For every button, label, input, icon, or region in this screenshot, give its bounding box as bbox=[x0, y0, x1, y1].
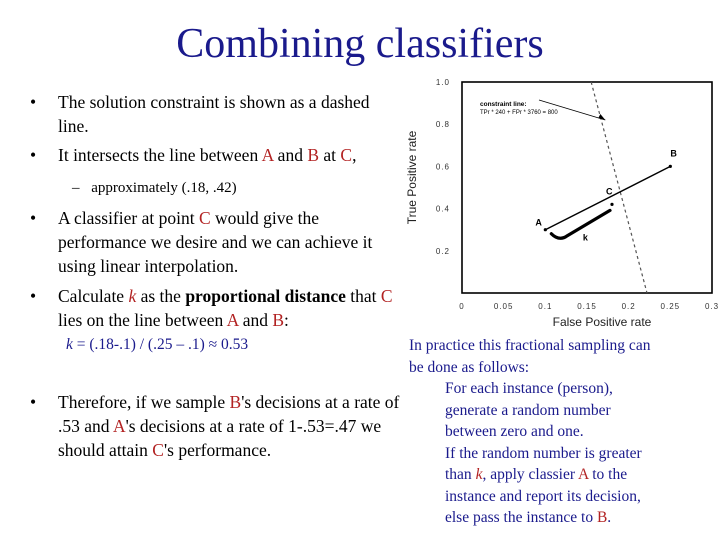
segment-k bbox=[551, 210, 610, 238]
point-b-label: B bbox=[307, 145, 320, 165]
bold-term: proportional distance bbox=[185, 286, 346, 306]
x-tick-label: 0.2 bbox=[621, 302, 636, 311]
bullet-2 bbox=[30, 143, 398, 167]
point-a-label: A bbox=[261, 145, 274, 165]
bullet-dot: • bbox=[30, 92, 37, 112]
page-title: Combining classifiers bbox=[176, 21, 544, 67]
x-axis-label: False Positive rate bbox=[552, 315, 652, 329]
note-text: than bbox=[445, 466, 476, 483]
y-tick-label: 1.0 bbox=[435, 78, 450, 87]
note-line: generate a random number bbox=[445, 401, 611, 419]
bullet-5-mid: 's decisions at a rate of .53 and bbox=[58, 392, 400, 436]
bullet-4-mid3: lies on the line between bbox=[58, 310, 227, 330]
constraint-annotation-title: constraint line: bbox=[480, 101, 527, 108]
constraint-line bbox=[591, 82, 647, 293]
note-line bbox=[445, 464, 714, 486]
note-indented bbox=[409, 378, 714, 529]
note-line: If the random number is greater bbox=[445, 444, 642, 462]
bullet-4-and: and bbox=[238, 310, 273, 330]
point-label-a: A bbox=[535, 217, 542, 228]
point-b-label: B bbox=[596, 509, 608, 526]
sub-dash: – bbox=[72, 180, 80, 196]
segment-a-b bbox=[545, 166, 670, 229]
bullet-1 bbox=[30, 90, 378, 138]
point-c-label: C bbox=[380, 286, 393, 306]
bullet-dot: • bbox=[30, 392, 37, 412]
bullet-1-text: The solution constraint is shown as a dashed line. bbox=[58, 92, 370, 136]
formula-rest: = (.18-.1) / (.25 – .1) ≈ 0.53 bbox=[72, 336, 249, 353]
constraint-annotation-formula: TPr * 240 + FPr * 3760 = 800 bbox=[480, 110, 558, 116]
point-c bbox=[610, 203, 613, 206]
bullet-dot: • bbox=[30, 208, 37, 228]
k-label: k bbox=[582, 232, 588, 243]
note-line: In practice this fractional sampling can bbox=[409, 337, 651, 354]
y-tick-label: 0.8 bbox=[435, 120, 450, 130]
y-tick-label: 0.6 bbox=[435, 162, 450, 172]
point-a bbox=[544, 228, 547, 231]
x-tick-label: 0 bbox=[459, 302, 465, 311]
point-c-label: C bbox=[340, 145, 353, 165]
point-a-label: A bbox=[226, 310, 239, 330]
k-variable: k bbox=[128, 286, 137, 306]
bullet-dot: • bbox=[30, 286, 37, 306]
bullet-dot: • bbox=[30, 145, 37, 165]
bullet-4-mid: as the bbox=[136, 286, 186, 306]
roc-chart bbox=[405, 70, 720, 330]
x-tick-label: 0.05 bbox=[493, 302, 514, 311]
bullet-3-post: would give the performance we desire and we can achieve it using linear interpolation. bbox=[58, 208, 373, 276]
x-tick-label: 0.15 bbox=[577, 302, 597, 311]
sub-bullet bbox=[72, 178, 237, 198]
y-tick-label: 0.4 bbox=[435, 204, 450, 214]
formula-k: k bbox=[66, 336, 73, 353]
bullet-3 bbox=[30, 206, 403, 278]
point-label-c: C bbox=[606, 186, 613, 197]
k-variable: k bbox=[475, 466, 483, 483]
note-line bbox=[445, 507, 714, 529]
bullet-4-mid2: that bbox=[345, 286, 381, 306]
bullet-2-text: It intersects the line between bbox=[58, 145, 262, 165]
note-line: be done as follows: bbox=[409, 358, 530, 376]
bullet-5-post: 's performance. bbox=[163, 440, 272, 460]
bullet-3-text: A classifier at point bbox=[58, 208, 199, 228]
x-tick-label: 0.3 bbox=[704, 302, 720, 311]
point-b-label: B bbox=[229, 392, 242, 412]
point-a-label: A bbox=[578, 466, 589, 483]
y-axis-label: True Positive rate bbox=[405, 130, 419, 225]
bullet-5-text: Therefore, if we sample bbox=[58, 392, 230, 412]
bullet-2-post: , bbox=[352, 145, 357, 165]
point-b-label: B bbox=[272, 310, 285, 330]
point-label-b: B bbox=[670, 148, 677, 159]
formula bbox=[66, 336, 248, 354]
note-line: between zero and one. bbox=[445, 423, 584, 440]
bullet-5 bbox=[30, 390, 403, 462]
note-text: else pass the instance to bbox=[445, 509, 597, 526]
sub-bullet-text: approximately (.18, .42) bbox=[91, 180, 237, 196]
bullet-4 bbox=[30, 284, 403, 332]
point-c-label: C bbox=[152, 440, 164, 460]
point-c-label: C bbox=[198, 208, 211, 228]
note-line: For each instance (person), bbox=[445, 380, 613, 397]
note-line: instance and report its decision, bbox=[445, 487, 641, 505]
x-tick-label: 0.25 bbox=[660, 302, 681, 311]
bullet-2-and: and bbox=[273, 145, 308, 165]
note-block bbox=[409, 335, 714, 529]
point-a-label: A bbox=[112, 416, 126, 436]
bullet-4-post: : bbox=[284, 310, 289, 330]
bullet-2-at: at bbox=[319, 145, 341, 165]
bullet-4-text: Calculate bbox=[58, 286, 129, 306]
x-tick-label: 0.1 bbox=[538, 302, 553, 311]
point-b bbox=[669, 165, 672, 168]
y-tick-label: 0.2 bbox=[435, 246, 450, 256]
bullet-5-mid2: 's decisions at a rate of 1-.53=.47 we should attain bbox=[58, 416, 382, 460]
note-text: to the bbox=[588, 466, 628, 483]
note-text: . bbox=[607, 509, 612, 526]
note-text: , apply classier bbox=[482, 466, 579, 483]
